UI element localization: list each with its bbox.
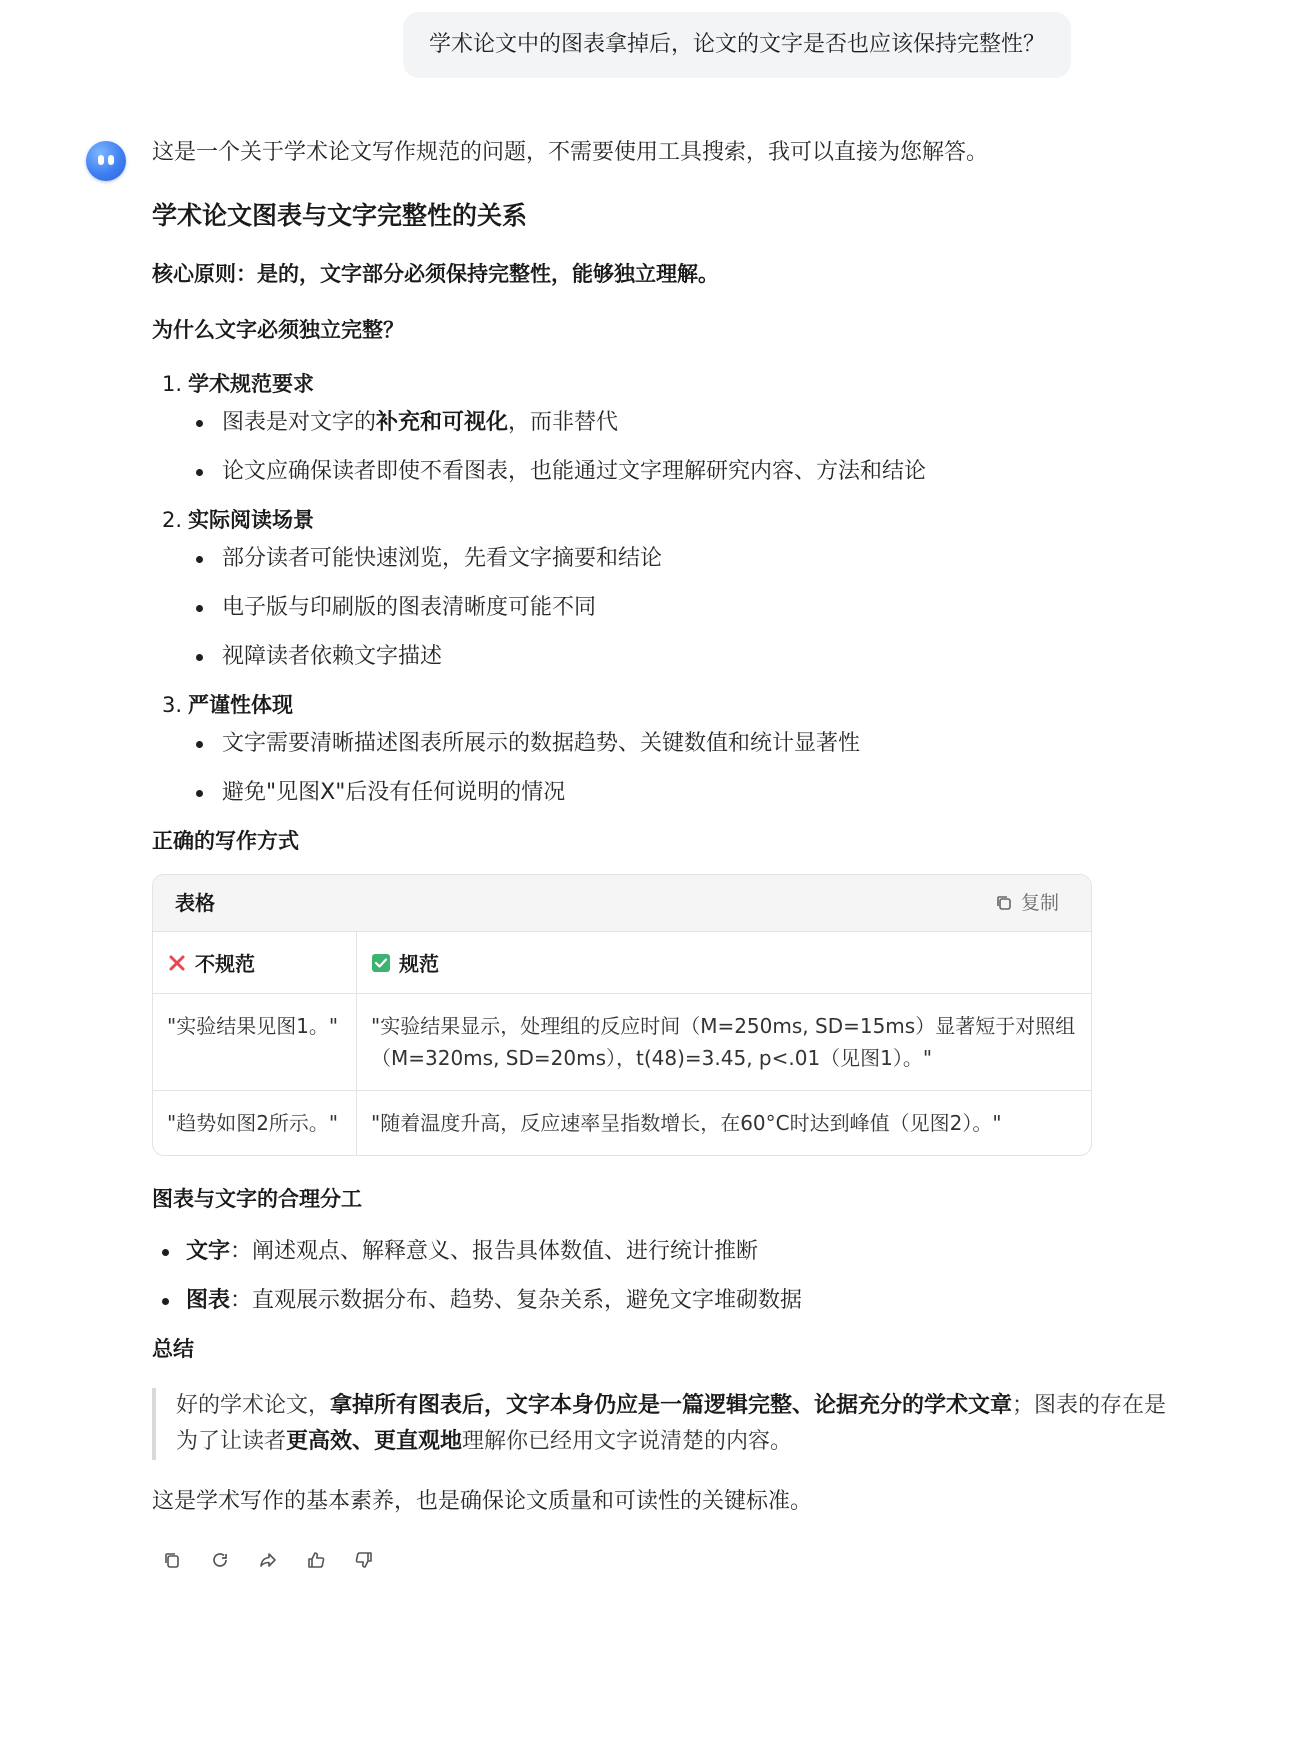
bullet-item: 避免"见图X"后没有任何说明的情况 xyxy=(152,777,1186,809)
reason-title: 严谨性体现 xyxy=(188,693,294,717)
closing-text: 这是学术写作的基本素养，也是确保论文质量和可读性的关键标准。 xyxy=(152,1489,813,1514)
copy-icon xyxy=(995,894,1013,912)
thumbs-down-button[interactable] xyxy=(352,1548,376,1572)
bullet-item: 论文应确保读者即使不看图表，也能通过文字理解研究内容、方法和结论 xyxy=(152,456,1186,488)
reason-title: 实际阅读场景 xyxy=(188,508,315,532)
role-item: 图表：直观展示数据分布、趋势、复杂关系，避免文字堆砌数据 xyxy=(152,1285,1186,1317)
regenerate-icon xyxy=(210,1550,230,1570)
col-header-good: 规范 xyxy=(357,932,1092,994)
table-row xyxy=(153,1091,1091,1156)
user-message-bubble: 学术论文中的图表拿掉后，论文的文字是否也应该保持完整性？ xyxy=(403,12,1071,78)
share-icon xyxy=(258,1550,278,1570)
assistant-avatar xyxy=(86,141,126,181)
table-copy-button[interactable] xyxy=(995,889,1059,917)
bullet-item: 部分读者可能快速浏览，先看文字摘要和结论 xyxy=(152,543,1186,575)
reason-number: 1. xyxy=(162,372,183,396)
summary-heading: 总结 xyxy=(152,1337,194,1361)
copy-message-button[interactable] xyxy=(160,1548,184,1572)
cell-bad: "实验结果见图1。" xyxy=(153,994,357,1091)
thumbs-down-icon xyxy=(354,1550,374,1570)
summary-quote: 好的学术论文，拿掉所有图表后，文字本身仍应是一篇逻辑完整、论据充分的学术文章；图表的存在是为了让读者更高效、更直观地理解你已经用文字说清楚的内容。 xyxy=(152,1388,1176,1460)
why-heading: 为什么文字必须独立完整？ xyxy=(152,318,404,342)
cell-good: "实验结果显示，处理组的反应时间（M=250ms, SD=15ms）显著短于对照组（M=320ms, SD=20ms），t(48)=3.45, p<.01（见图1）。" xyxy=(357,994,1092,1091)
table-row xyxy=(153,994,1091,1091)
bullet-item: 图表是对文字的补充和可视化，而非替代 xyxy=(152,407,1186,439)
thumbs-up-icon xyxy=(306,1550,326,1570)
cross-icon xyxy=(167,953,187,973)
reason-number: 2. xyxy=(162,508,183,532)
regenerate-button[interactable] xyxy=(208,1548,232,1572)
table-header-bar xyxy=(153,875,1091,932)
col-header-bad: 不规范 xyxy=(153,932,357,994)
share-button[interactable] xyxy=(256,1548,280,1572)
thumbs-up-button[interactable] xyxy=(304,1548,328,1572)
reasons-list xyxy=(152,369,1186,809)
bullet-item: 文字需要清晰描述图表所展示的数据趋势、关键数值和统计显著性 xyxy=(152,728,1186,760)
table-header-row xyxy=(153,932,1091,994)
bullet-item: 视障读者依赖文字描述 xyxy=(152,641,1186,673)
reason-item xyxy=(152,690,1186,809)
check-box-icon xyxy=(371,953,391,973)
copy-label: 复制 xyxy=(1020,892,1059,914)
reason-title: 学术规范要求 xyxy=(188,372,315,396)
bullet-item: 电子版与印刷版的图表清晰度可能不同 xyxy=(152,592,1186,624)
division-heading: 图表与文字的合理分工 xyxy=(152,1187,362,1211)
comparison-table xyxy=(153,932,1091,1155)
roles-list xyxy=(152,1236,1186,1317)
comparison-table-card xyxy=(152,874,1092,1156)
assistant-content xyxy=(152,137,1186,1572)
reason-number: 3. xyxy=(162,693,183,717)
reason-item xyxy=(152,505,1186,673)
correct-writing-heading: 正确的写作方式 xyxy=(152,829,299,853)
table-label: 表格 xyxy=(175,891,215,915)
cell-bad: "趋势如图2所示。" xyxy=(153,1091,357,1156)
role-item: 文字：阐述观点、解释意义、报告具体数值、进行统计推断 xyxy=(152,1236,1186,1268)
user-message-row xyxy=(403,12,1071,78)
answer-heading: 学术论文图表与文字完整性的关系 xyxy=(152,201,528,230)
cell-good: "随着温度升高，反应速率呈指数增长，在60°C时达到峰值（见图2）。" xyxy=(371,1111,1002,1135)
reason-item xyxy=(152,369,1186,488)
copy-icon xyxy=(162,1550,182,1570)
message-actions xyxy=(152,1548,1186,1572)
core-principle: 核心原则：是的，文字部分必须保持完整性，能够独立理解。 xyxy=(152,262,719,286)
intro-text: 这是一个关于学术论文写作规范的问题，不需要使用工具搜索，我可以直接为您解答。 xyxy=(152,140,989,165)
